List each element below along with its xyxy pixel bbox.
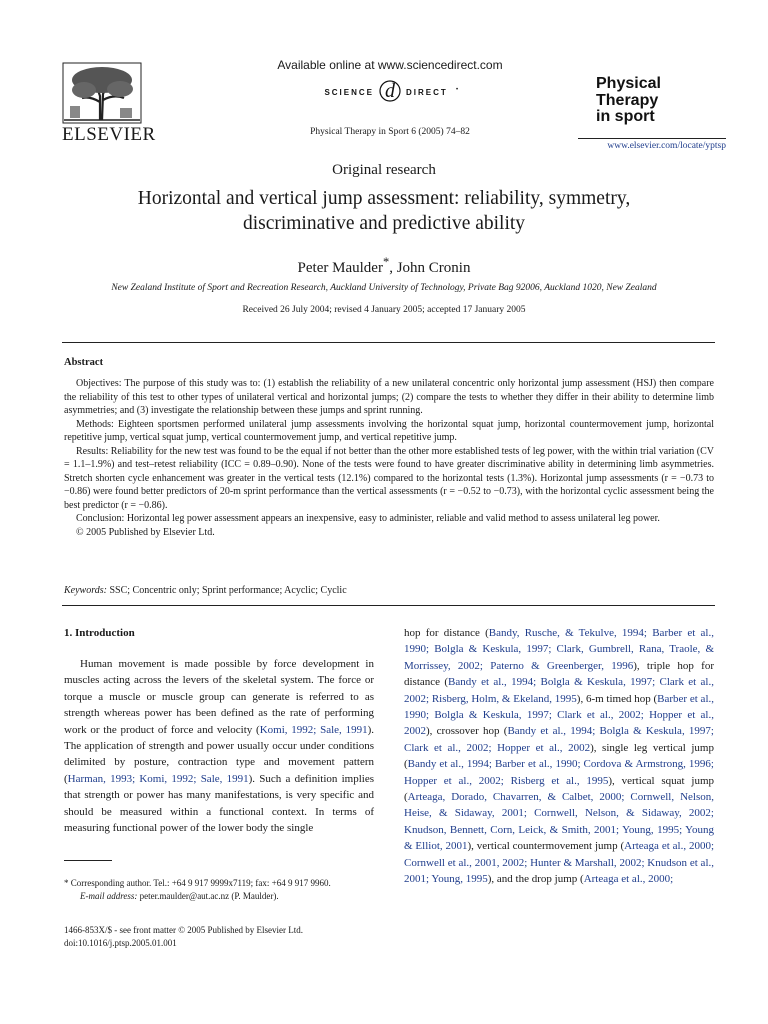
affiliation: New Zealand Institute of Sport and Recreation Research, Auckland University of Technology, Private Bag 92006, Auckland 1020, New Zealand (111, 283, 657, 293)
abstract-heading: Abstract (64, 357, 104, 368)
journal-citation: Physical Therapy in Sport 6 (2005) 74–82 (310, 127, 470, 137)
intro-paragraph: Human movement is made possible by force development in muscles acting across the levers of the skeletal system. The force or torque a muscle or muscle group can generate is referred to as strength whereas power has been defined as the rate of performing work or the product of force and velocity (Komi, 1992; Sale, 1991). The application of strength and power usually occur under conditions delimited by posture, contraction type and movement pattern (Harman, 1993; Komi, 1992; Sale, 1991). Such a definition implies that strength or power has many manifestations, is very specific and should be measured within a functional context. In terms of measuring functional power of the lower body the single (64, 658, 375, 835)
right-column: hop for distance (Bandy, Rusche, & Tekulve, 1994; Barber et al., 1990; Bolgla & Keskula, 1997; Clark, Gumbrell, Rana, Traole, & Morrissey, 2002; Paterno & Greenberger, 1996), triple hop for distance (Bandy et al., 1994; Bolgla & Keskula, 1997; Clark et al., 2002; Risberg, Holm, & Ekeland, 1995), 6-m timed hop (Barber et al., 1990; Bolgla & Keskula, 1997; Clark et al., 2002; Hopper et al., 2002), crossover hop (Bandy et al., 1994; Bolgla & Keskula, 1997; Clark et al., 2002; Hopper et al., 2002), single leg vertical jump (Bandy et al., 1994; Barber et al., 1990; Cordova & Armstrong, 1996; Hopper et al., 2002; Risberg et al., 1995), vertical squat jump (Arteaga, Dorado, Chavarren, & Calbet, 2000; Cornwell, Nelson, Heise, & Sidaway, 2001; Cornwell, Nelson, & Sidaway, 2002; Knudson, Bennett, Corn, Leick, & Smith, 2001; Young, 1995; Young & Elliot, 2001), vertical countermovement jump (Arteaga et al., 2000; Cornwell et al., 2001, 2002; Hunter & Marshall, 2002; Knudson et al., 2001; Young, 1995), and the drop jump (Arteaga et al., 2000; (404, 627, 715, 886)
tree-icon (62, 62, 142, 124)
keywords (64, 585, 714, 596)
abstract-paragraph: Conclusion: Horizontal leg power assessment appears an inexpensive, easy to administer, reliable and valid method to assess unilateral leg power. (76, 513, 660, 524)
section-heading: 1. Introduction (64, 627, 135, 639)
citation-link[interactable]: Arteaga et al., 2000; Cornwell et al., 2001, 2002; Hunter & Marshall, 2002; Knudson et al., 2001; Young, 1995 (404, 840, 715, 886)
abstract-paragraph: Objectives: The purpose of this study was to: (1) establish the reliability of a new unilateral concentric only horizontal jump assessment (HSJ) then compare the reliability of this test to other types of unilateral vertical and horizontal jumps; (2) compare the tests to whether they differ in their ability to determine limb asymmetries; and (3) investigate the relationship between these jumps and sprint running. (64, 378, 714, 416)
abstract-paragraph: Results: Reliability for the new test was found to be the equal if not better than the other more established tests of leg power, with the within trial variation (CV = 1.1–1.9%) and test–retest reliability (ICC = 0.89–0.90). None of the tests were found to have greater discriminative ability in determining limb asymmetries. Stretch shorten cycle enhancement was greater in the vertical tests (12.1%) compared to the horizontal tests (1.3%). Horizontal jump assessments (r = −0.73 to −0.86) were found better predictors of 20-m sprint performance than the vertical assessments (r = −0.52 to −0.73), with the horizontal cyclic assessment being the best predictor (r = −0.86). (64, 445, 714, 511)
received-dates: Received 26 July 2004; revised 4 January 2005; accepted 17 January 2005 (242, 305, 526, 315)
citation-link[interactable]: Bandy et al., 1994; Bolgla & Keskula, 1997; Clark et al., 2002; Hopper et al., 2002 (404, 725, 714, 754)
svg-text:DIRECT: DIRECT (406, 88, 448, 97)
footnote-rule (64, 860, 112, 861)
elsevier-tree-logo (62, 62, 142, 124)
corresponding-mark[interactable]: * (382, 255, 390, 269)
email-address[interactable]: peter.maulder@aut.ac.nz (P. Maulder). (139, 890, 279, 901)
citation-link[interactable]: Bandy et al., 1994; Barber et al., 1990; Cordova & Armstrong, 1996; Hopper et al., 2002; Risberg et al., 1995 (404, 758, 714, 787)
citation-link[interactable]: Bandy, Rusche, & Tekulve, 1994; Barber et al., 1990; Bolgla & Keskula, 1997; Clark, Gumbrell, Rana, Traole, & Morrissey, 2002; Paterno & Greenberger, 1996 (404, 627, 714, 672)
sciencedirect-icon (300, 79, 480, 107)
svg-text:d: d (385, 80, 395, 102)
keywords-list: SSC; Concentric only; Sprint performance; Acyclic; Cyclic (109, 585, 347, 596)
publisher-name: ELSEVIER (62, 124, 156, 145)
front-matter (64, 924, 384, 949)
issn-line: 1466-853X/$ - see front matter © 2005 Published by Elsevier Ltd. (64, 925, 304, 935)
available-online[interactable]: Available online at www.sciencedirect.com (277, 58, 503, 72)
sciencedirect-logo[interactable] (300, 79, 480, 107)
citation-link[interactable]: Barber et al., 1990; Bolgla & Keskula, 1997; Clark et al., 2002; Hopper et al., 2002 (404, 692, 714, 738)
citation-link[interactable]: Arteaga, Dorado, Chavarren, & Calbet, 2000; Cornwell, Nelson, Heise, & Sidaway, 2001; Cornwell, Nelson, & Sidaway, 2002; Knudson, Bennett, Corn, Leick, & Smith, 2001; Young, 1995; Young & Elliot, 2001 (404, 791, 714, 853)
footnote (64, 877, 376, 902)
svg-text:SCIENCE: SCIENCE (324, 88, 374, 97)
keywords-label: Keywords: (64, 585, 107, 596)
copyright-line: © 2005 Published by Elsevier Ltd. (76, 526, 215, 538)
citation-link[interactable]: Bandy et al., 1994; Bolgla & Keskula, 1997; Clark et al., 2002; Risberg, Holm, & Ekeland, 1995 (404, 676, 714, 705)
section-label: Original research (332, 162, 436, 178)
doi-line[interactable]: doi:10.1016/j.ptsp.2005.01.001 (64, 937, 177, 948)
citation-link[interactable]: Arteaga et al., 2000; (583, 873, 674, 886)
citation-link[interactable]: Harman, 1993; Komi, 1992; Sale, 1991 (67, 772, 249, 785)
authors: Peter Maulder*, John Cronin (297, 255, 471, 276)
author-name: Peter Maulder (297, 260, 383, 276)
journal-url-link[interactable]: www.elsevier.com/locate/yptsp (607, 141, 726, 151)
email-line: E-mail address: peter.maulder@aut.ac.nz (P. Maulder). (80, 890, 279, 901)
abstract-bottom-rule (62, 605, 715, 606)
corresponding-author: * Corresponding author. Tel.: +64 9 917 9999x7119; fax: +64 9 917 9960. (64, 878, 331, 888)
article-title: Horizontal and vertical jump assessment: reliability, symmetry, discriminative and predictive ability (137, 188, 631, 234)
author-name: John Cronin (396, 260, 471, 276)
citation-link[interactable]: Komi, 1992; Sale, 1991 (259, 723, 368, 736)
left-column (64, 656, 374, 836)
journal-title: Physical Therapy in sport (596, 75, 661, 125)
abstract-top-rule (62, 342, 715, 343)
header-divider (578, 138, 726, 139)
abstract-body (64, 377, 714, 539)
abstract-paragraph: Methods: Eighteen sportsmen performed unilateral jump assessments involving the horizontal squat jump, horizontal countermovement jump, horizontal repetitive jump, vertical squat jump, vertical countermovement jump, and vertical repetitive jump. (64, 418, 714, 443)
svg-text:•: • (456, 87, 459, 93)
